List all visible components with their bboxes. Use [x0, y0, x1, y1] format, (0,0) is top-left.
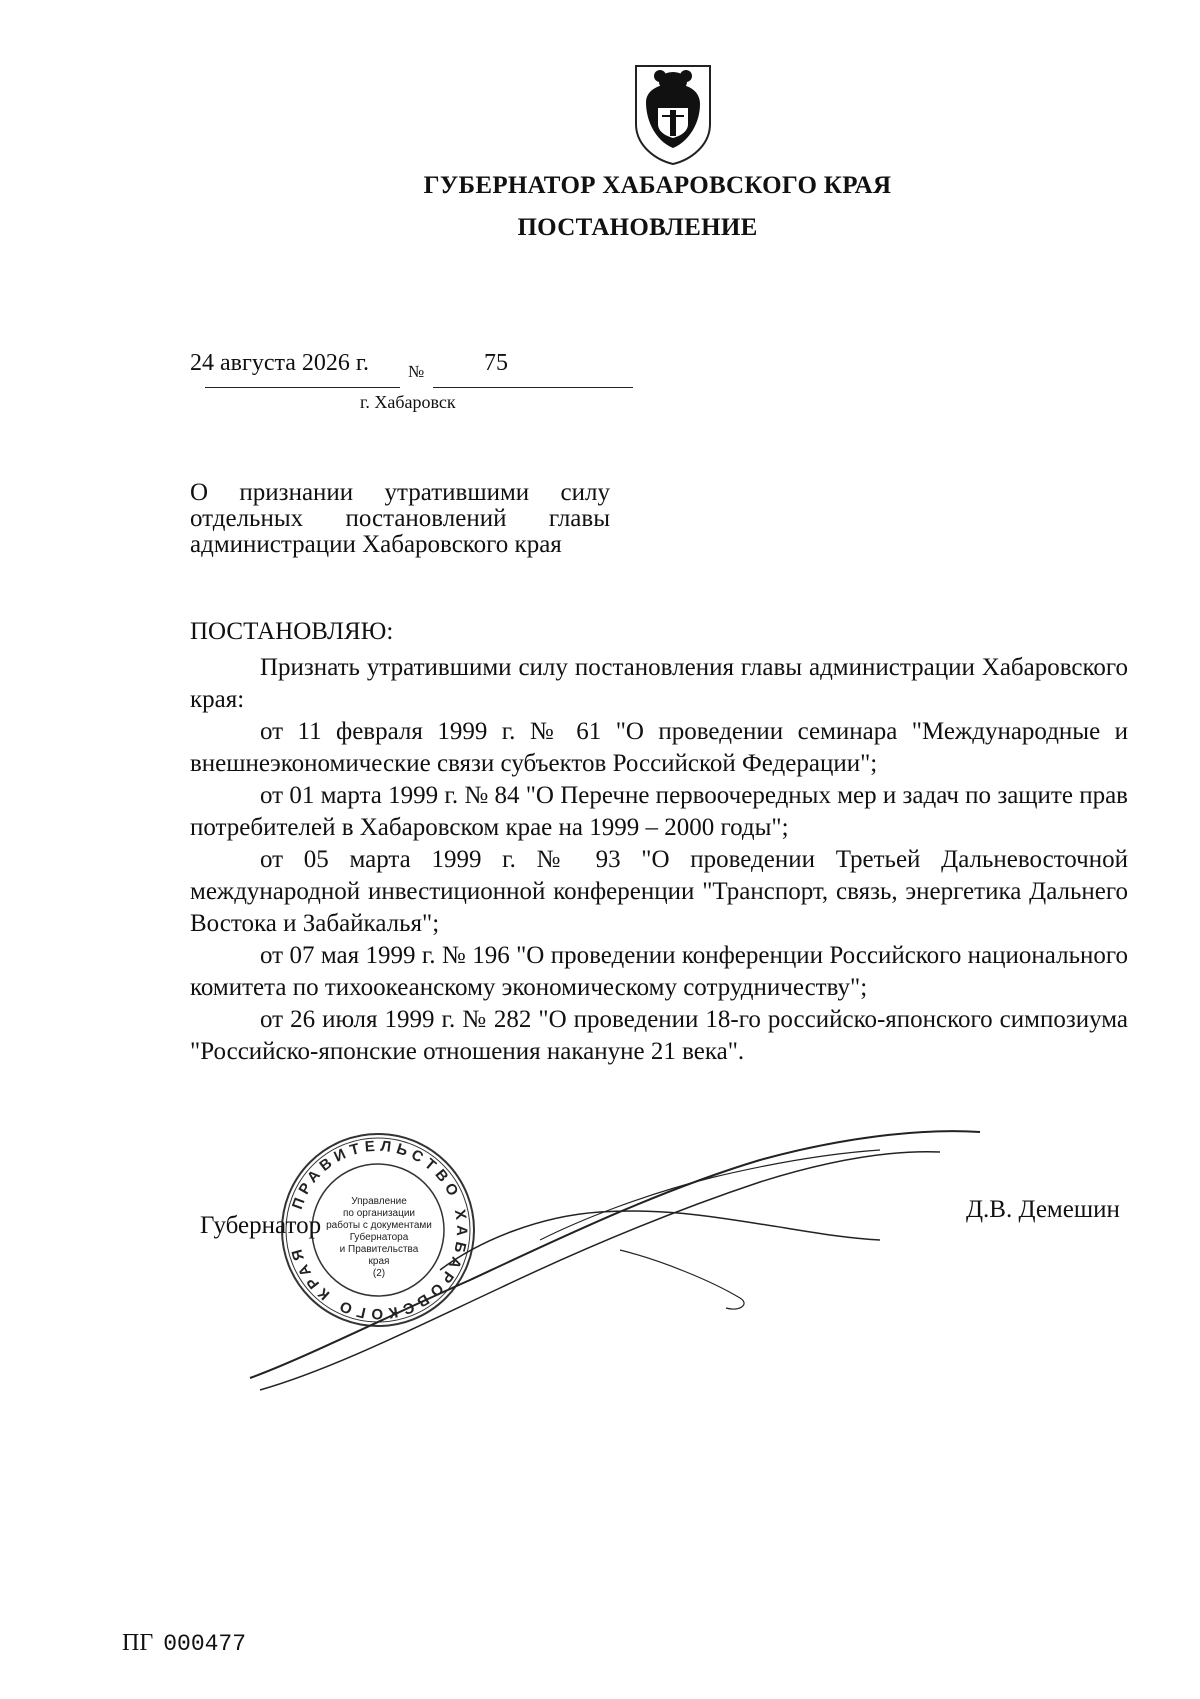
- body-item: от 01 марта 1999 г. № 84 "О Перечне первоочередных мер и задач по защите прав потребителей в Хабаровском крае на 1999 – 2000 годы";: [190, 782, 1128, 841]
- number-sign: №: [408, 362, 425, 381]
- signatory-title: Губернатор: [200, 1212, 322, 1239]
- subject-line: О признании утратившими силу: [190, 479, 610, 506]
- document-serial: [122, 1630, 246, 1657]
- number-underline: [433, 387, 633, 388]
- decree-word: ПОСТАНОВЛЯЮ:: [190, 618, 394, 645]
- serial-number: 000477: [163, 1631, 247, 1657]
- coat-of-arms-icon: [632, 62, 714, 166]
- body-item: от 11 февраля 1999 г. № 61 "О проведении семинара "Международные и внешнеэкономические связи субъектов Российской Федерации";: [190, 718, 1128, 777]
- body-item: от 07 мая 1999 г. № 196 "О проведении конференции Российского национального комитета по тихоокеанскому экономическому сотрудничеству";: [190, 942, 1128, 1001]
- document-city: г. Хабаровск: [360, 392, 456, 412]
- stamp-line: и Правительства: [339, 1244, 419, 1255]
- stamp-line: (2): [372, 1268, 386, 1279]
- body-intro: Признать утратившими силу постановления главы администрации Хабаровского края:: [190, 654, 1128, 713]
- stamp-line: Управление: [351, 1196, 407, 1207]
- issuer-title: ГУБЕРНАТОР ХАБАРОВСКОГО КРАЯ: [423, 172, 892, 199]
- handwritten-signature: [240, 1120, 1000, 1420]
- signatory-name: Д.В. Демешин: [966, 1196, 1120, 1223]
- document-body: [190, 652, 1128, 1068]
- date-underline: [205, 387, 400, 388]
- stamp-line: Губернатора: [349, 1232, 409, 1243]
- subject-line: отдельных постановлений главы: [190, 505, 610, 532]
- document-subject: [190, 480, 610, 558]
- stamp-ring-text: ПРАВИТЕЛЬСТВО ХАБАРОВСКОГО КРАЯ: [287, 1137, 471, 1323]
- document-type: ПОСТАНОВЛЕНИЕ: [517, 214, 758, 241]
- stamp-line: края: [368, 1256, 390, 1267]
- body-item: от 26 июля 1999 г. № 282 "О проведении 18-го российско-японского симпозиума "Российско-японские отношения накануне 21 века".: [190, 1006, 1128, 1065]
- serial-prefix: ПГ: [122, 1630, 154, 1656]
- stamp-line: работы с документами: [326, 1220, 432, 1231]
- body-item: от 05 марта 1999 г. № 93 "О проведении Третьей Дальневосточной международной инвестиционной конференции "Транспорт, связь, энергетика Дальнего Востока и Забайкалья";: [190, 846, 1128, 937]
- stamp-line: по организации: [342, 1208, 416, 1219]
- subject-line: администрации Хабаровского края: [190, 531, 562, 558]
- document-number: 75: [484, 350, 508, 376]
- document-date: 24 августа 2026 г.: [190, 350, 370, 376]
